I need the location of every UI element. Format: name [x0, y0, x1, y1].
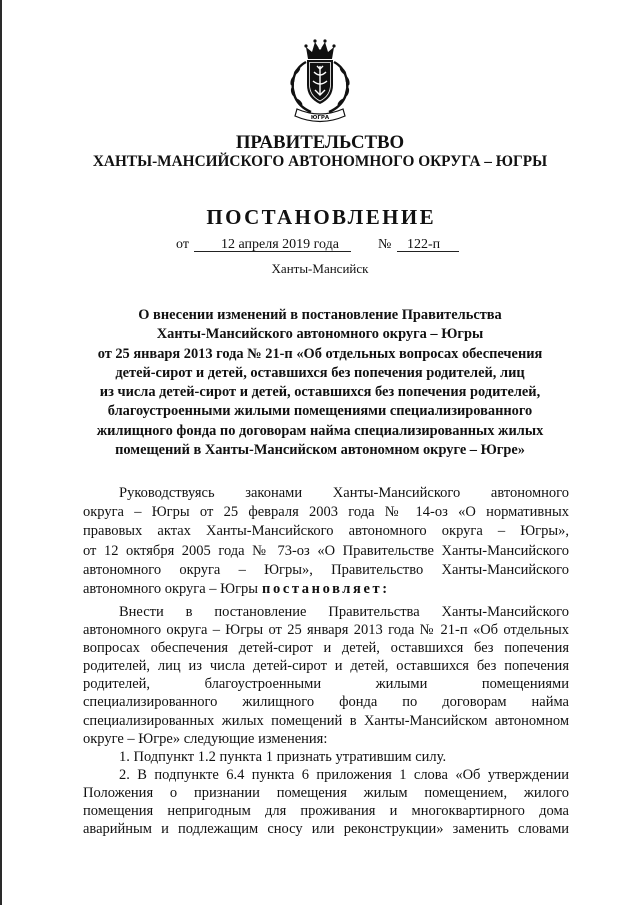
shield: [307, 60, 333, 104]
crown-icon: [304, 39, 335, 59]
document-number: 122-п: [397, 235, 459, 252]
ribbon-text: ЮГРА: [310, 115, 330, 121]
title-line: жилищного фонда по договорам найма специализированных жилых: [96, 422, 544, 439]
title-line: помещений в Ханты-Мансийском автономном округе – Югре»: [115, 442, 525, 459]
amendment-line: помещения непригодным для проживания и многоквартирного дома: [83, 803, 569, 820]
title-line: О внесении изменений в постановление Правительства: [138, 307, 502, 323]
paragraph-line: Внести в постановление Правительства Ханты-Мансийского: [119, 604, 569, 620]
paragraph-line: Руководствуясь законами Ханты-Мансийского автономного: [119, 485, 569, 501]
paragraph-line: округе – Югре» следующие изменения:: [83, 730, 328, 747]
city: Ханты-Мансийск: [271, 261, 369, 276]
paragraph-line: специализированного жилищного фонда по договорам найма: [83, 694, 569, 711]
document-type: ПОСТАНОВЛЕНИЕ: [206, 205, 436, 229]
ribbon: [295, 109, 345, 122]
paragraph-line-text: автономного округа – Югры: [83, 581, 259, 598]
amendment-line: 2. В подпункте 6.4 пункта 6 приложения 1 слова «Об утверждении: [119, 766, 569, 783]
paragraph-line: родителей, благоустроенными жилыми помещениями: [83, 676, 569, 693]
paragraph-line: специализированных жилых помещений в Ханты-Мансийском автономном: [83, 712, 569, 729]
paragraph-line: вопросах обеспечения детей-сирот и детей, оставшихся без попечения: [83, 640, 569, 657]
paragraph-line: правовых актах Ханты-Мансийского автономного округа – Югры»,: [83, 523, 569, 540]
amendment-line: аварийным и подлежащим сносу или реконструкции» заменить словами: [83, 821, 569, 838]
paragraph-line: родителей, лиц из числа детей-сирот и детей, оставшихся без попечения: [83, 658, 569, 675]
issue-line: [0, 235, 640, 255]
title-line: Ханты-Мансийского автономного округа – Югры: [156, 326, 484, 343]
paragraph-line: округа – Югры от 25 февраля 2003 года № 14-оз «О нормативных: [83, 504, 569, 521]
issue-date: 12 апреля 2019 года: [194, 235, 351, 252]
paragraph-line: автономного округа – Югры», Правительство Ханты-Мансийского: [83, 561, 569, 578]
title-line: благоустроенными жилыми помещениями специализированного: [107, 403, 533, 420]
title-line: из числа детей-сирот и детей, оставшихся без попечения родителей,: [99, 384, 541, 401]
amendment-line: 1. Подпункт 1.2 пункта 1 признать утратившим силу.: [119, 748, 447, 765]
paragraph-last-line: [83, 580, 569, 599]
paragraph-line: автономного округа – Югры от 25 января 2013 года № 21-п «Об отдельных: [83, 622, 569, 639]
preamble-paragraph: [83, 484, 569, 599]
number-label: №: [378, 237, 392, 252]
resolution-body: [83, 603, 569, 838]
amendment-line: Положения о признании помещения жилым помещением, жилого: [83, 784, 569, 801]
resolves-keyword: постановляет:: [262, 581, 390, 598]
paragraph-line: от 12 октября 2005 года № 73-оз «О Правительстве Ханты-Мансийского: [83, 542, 569, 559]
government-title: ПРАВИТЕЛЬСТВО: [235, 132, 405, 153]
coat-of-arms-emblem: [281, 35, 359, 125]
document-title: [0, 306, 640, 460]
title-line: от 25 января 2013 года № 21-п «Об отдельных вопросах обеспечения: [97, 345, 543, 362]
from-label: от: [176, 237, 189, 252]
title-line: детей-сирот и детей, оставшихся без попечения родителей, лиц: [115, 364, 525, 381]
region-title: ХАНТЫ-МАНСИЙСКОГО АВТОНОМНОГО ОКРУГА – ЮГРЫ: [92, 153, 548, 170]
